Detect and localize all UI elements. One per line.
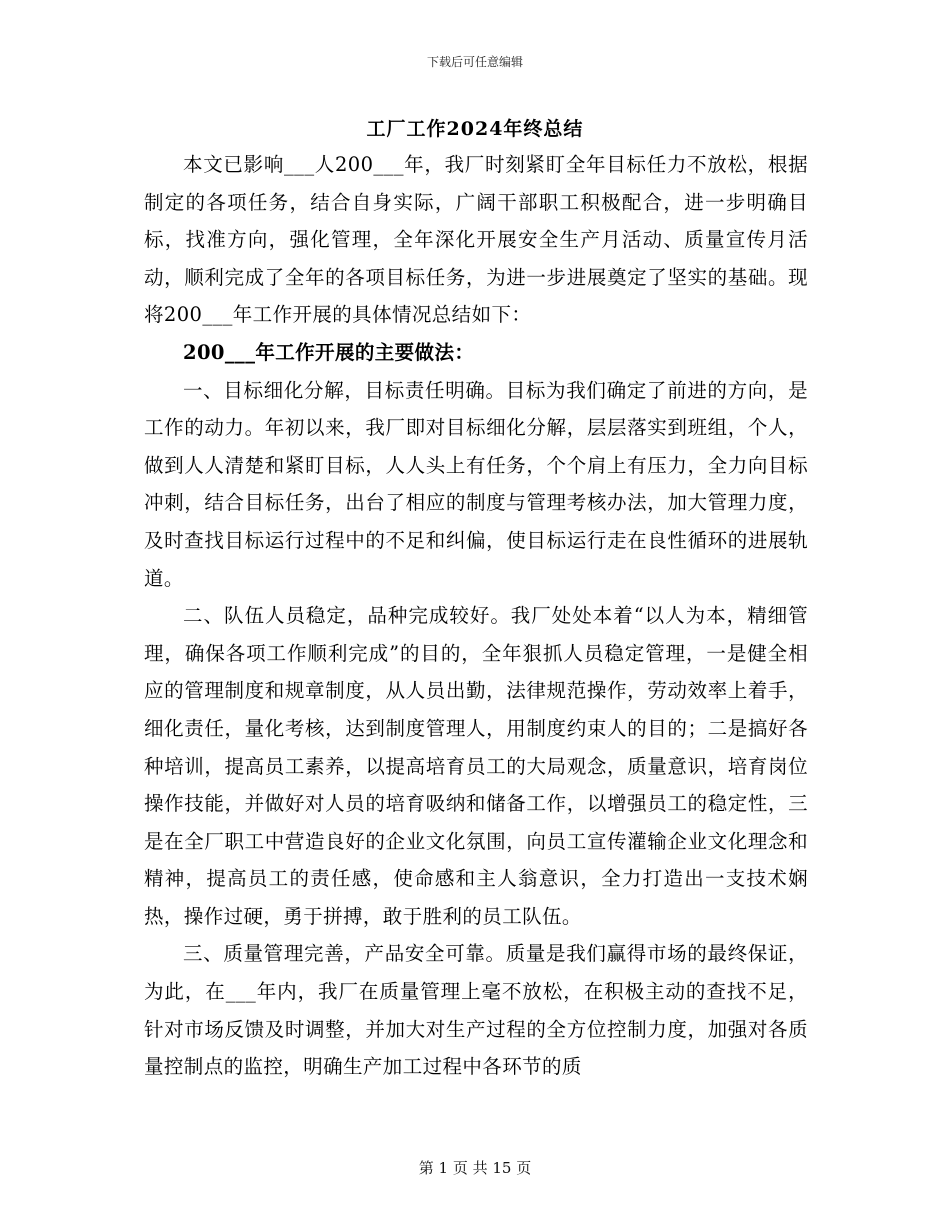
body-paragraph-goals: 一、目标细化分解，目标责任明确。目标为我们确定了前进的方向，是工作的动力。年初以来，我厂即对目标细化分解，层层落实到班组，个人，做到人人清楚和紧盯目标，人人头上有任务，个个肩上有压力，全力向目标冲刺，结合目标任务，出台了相应的制度与管理考核办法，加大管理力度，及时查找目标运行过程中的不足和纠偏，使目标运行走在良性循环的进展轨道。	[144, 378, 808, 590]
intro-paragraph: 本文已影响___人200___年，我厂时刻紧盯全年目标任力不放松，根据制定的各项任务，结合自身实际，广阔干部职工积极配合，进一步明确目标，找准方向，强化管理，全年深化开展安全生产月活动、质量宣传月活动，顺利完成了全年的各项目标任务，为进一步进展奠定了坚实的基础。现将200___年工作开展的具体情况总结如下：	[144, 153, 808, 327]
document-body	[144, 146, 808, 1086]
body-paragraph-quality: 三、质量管理完善，产品安全可靠。质量是我们赢得市场的最终保证，为此，在___年内，我厂在质量管理上毫不放松，在积极主动的查找不足，针对市场反馈及时调整，并加大对生产过程的全方位控制力度，加强对各质量控制点的监控，明确生产加工过程中各环节的质	[144, 942, 808, 1079]
section-heading: 200___年工作开展的主要做法：	[183, 340, 475, 364]
page-header-note: 下载后可任意编辑	[426, 55, 523, 69]
page-number-footer: 第 1 页 共 15 页	[418, 1159, 532, 1177]
document-title: 工厂工作2024年终总结	[366, 118, 584, 140]
body-paragraph-staff: 二、队伍人员稳定，品种完成较好。我厂处处本着“以人为本，精细管理，确保各项工作顺利完成”的目的，全年狠抓人员稳定管理，一是健全相应的管理制度和规章制度，从人员出勤，法律规范操作，劳动效率上着手，细化责任，量化考核，达到制度管理人，用制度约束人的目的；二是搞好各种培训，提高员工素养，以提高培育员工的大局观念，质量意识，培育岗位操作技能，并做好对人员的培育吸纳和储备工作，以增强员工的稳定性，三是在全厂职工中营造良好的企业文化氛围，向员工宣传灌输企业文化理念和精神，提高员工的责任感，使命感和主人翁意识，全力打造出一支技术娴热，操作过硬，勇于拼搏，敢于胜利的员工队伍。	[144, 604, 808, 928]
